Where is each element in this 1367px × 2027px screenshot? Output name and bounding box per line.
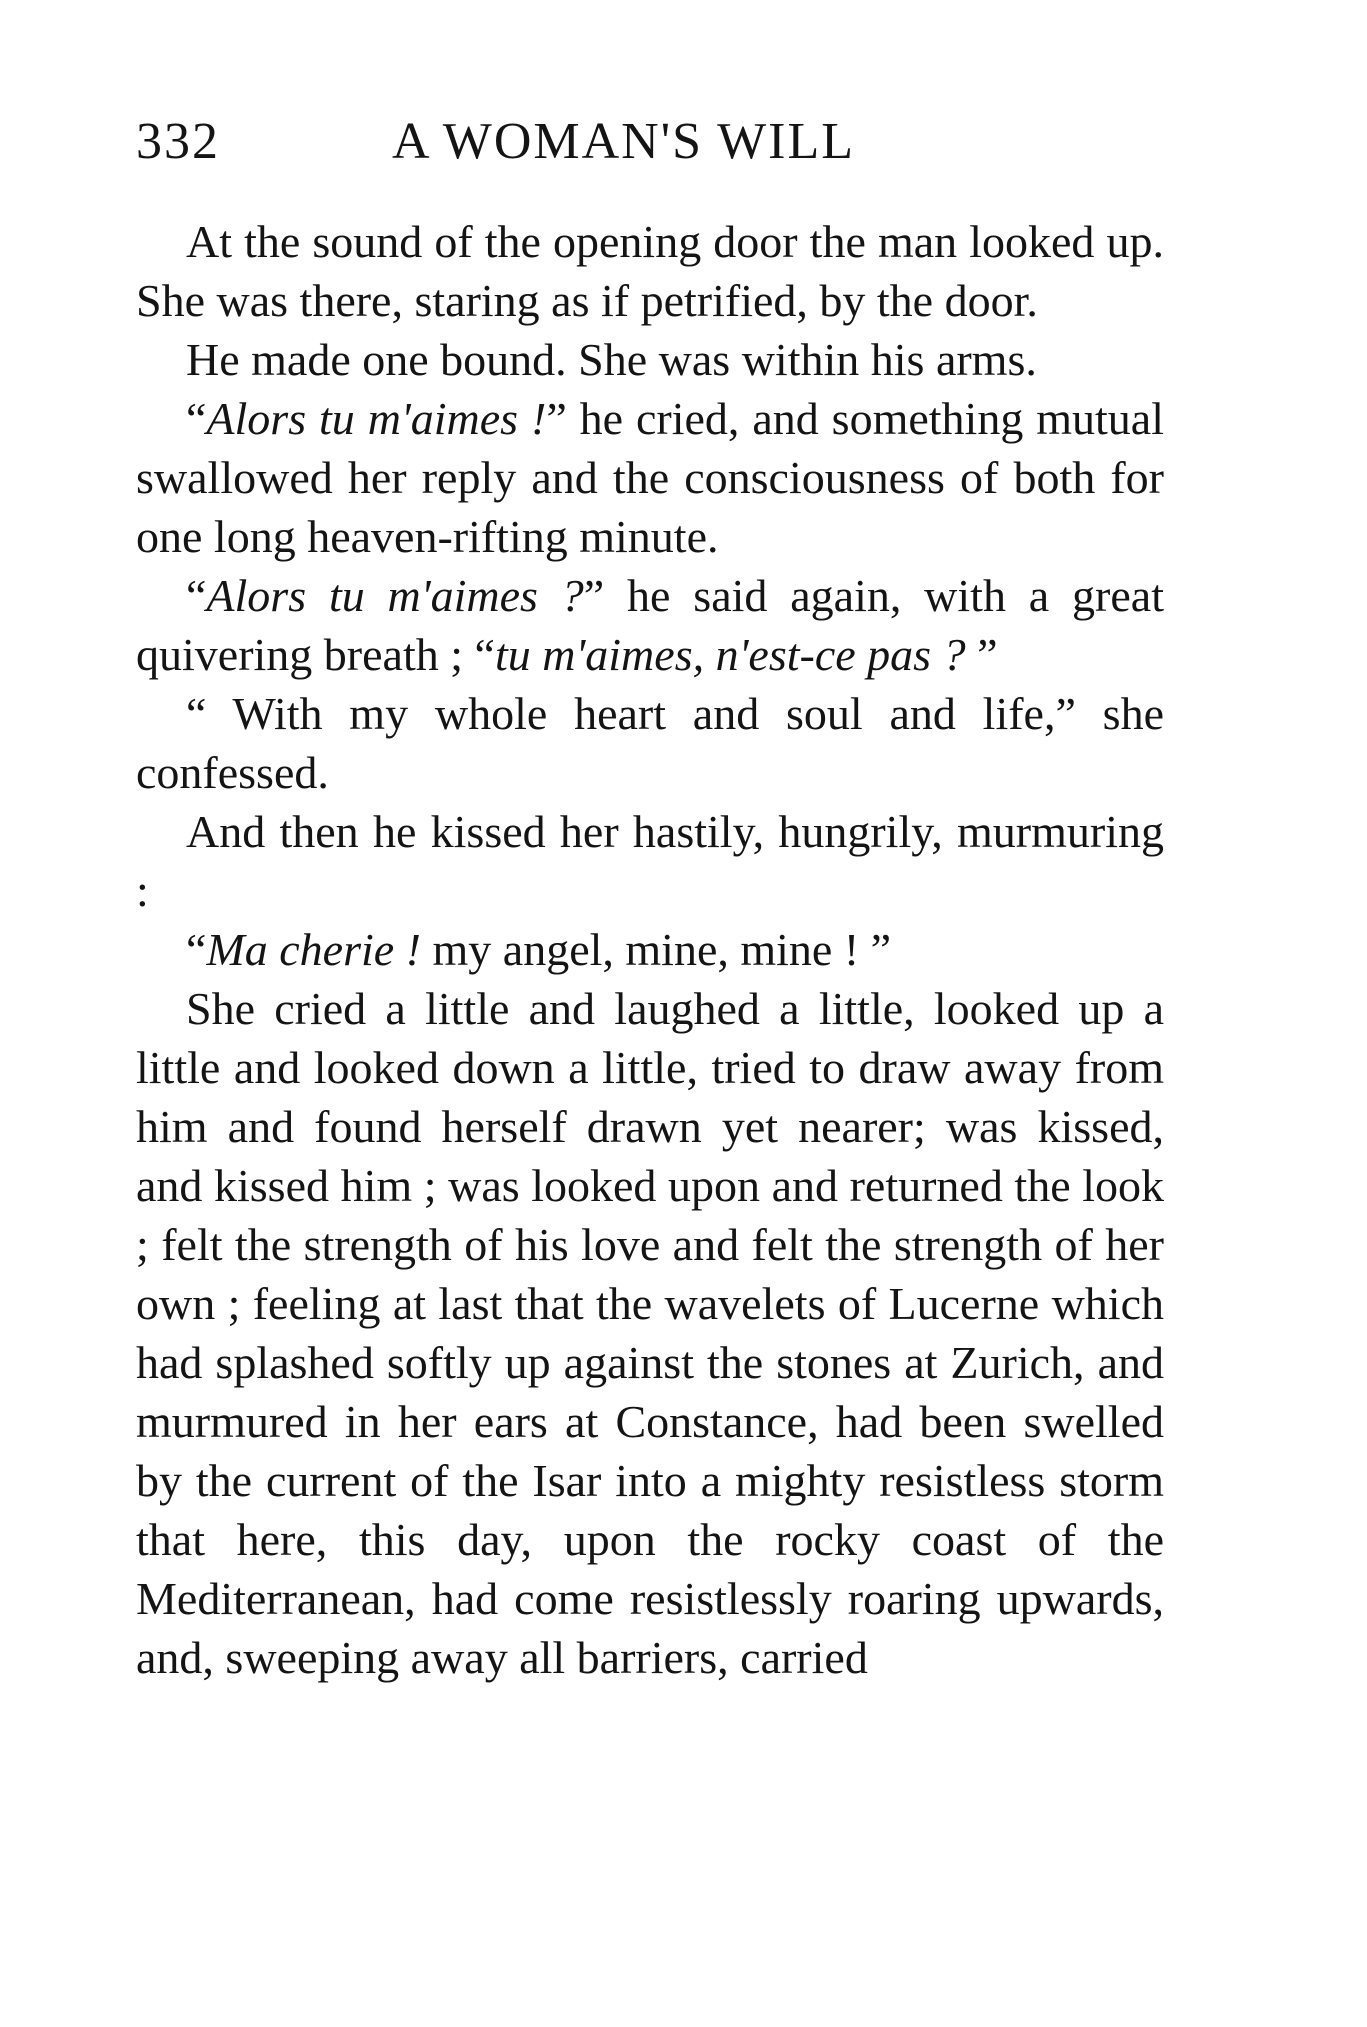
italic-phrase: Ma cherie ! — [206, 924, 421, 975]
open-quote: “ — [186, 393, 207, 444]
close-quote: ” — [965, 629, 998, 680]
text-run: ” he said again, with a great quivering breath ; “ — [136, 570, 1164, 680]
italic-phrase: tu m'aimes, n'est-ce pas ? — [494, 629, 966, 680]
paragraph — [136, 920, 1164, 979]
paragraph: He made one bound. She was within his arms. — [186, 334, 1037, 385]
italic-phrase: Alors tu m'aimes ? — [206, 570, 584, 621]
body-text — [136, 212, 1164, 1687]
text-run: my angel, mine, mine ! ” — [421, 924, 892, 975]
page-number: 332 — [136, 113, 220, 170]
page-header — [136, 112, 1176, 182]
text-run: ” he cried, and something mutual swallowed her reply and the consciousness of both for one long heaven-rifting minute. — [136, 393, 1164, 562]
italic-phrase: Alors tu m'aimes ! — [206, 393, 547, 444]
paragraph: And then he kissed her hastily, hungrily, murmuring : — [136, 806, 1164, 916]
paragraph: She cried a little and laughed a little, looked up a little and looked down a little, tried to draw away from him and found herself drawn yet nearer; was kissed, and kissed him ; was looked upon and returned the look ; felt the strength of his love and felt the strength of her own ; feeling at last that the wavelets of Lucerne which had splashed softly up against the stones at Zurich, and murmured in her ears at Constance, had been swelled by the current of the Isar into a mighty resistless storm that here, this day, upon the rocky coast of the Mediterranean, had come resistlessly roaring upwards, and, sweeping away all barriers, carried — [136, 983, 1164, 1683]
paragraph: “ With my whole heart and soul and life,” she confessed. — [136, 688, 1164, 798]
paragraph — [136, 389, 1164, 566]
open-quote: “ — [186, 570, 207, 621]
paragraph — [136, 566, 1164, 684]
running-title: A WOMAN'S WILL — [392, 113, 855, 170]
open-quote: “ — [186, 924, 207, 975]
paragraph: At the sound of the opening door the man looked up. She was there, staring as if petrified, by the door. — [136, 216, 1164, 326]
